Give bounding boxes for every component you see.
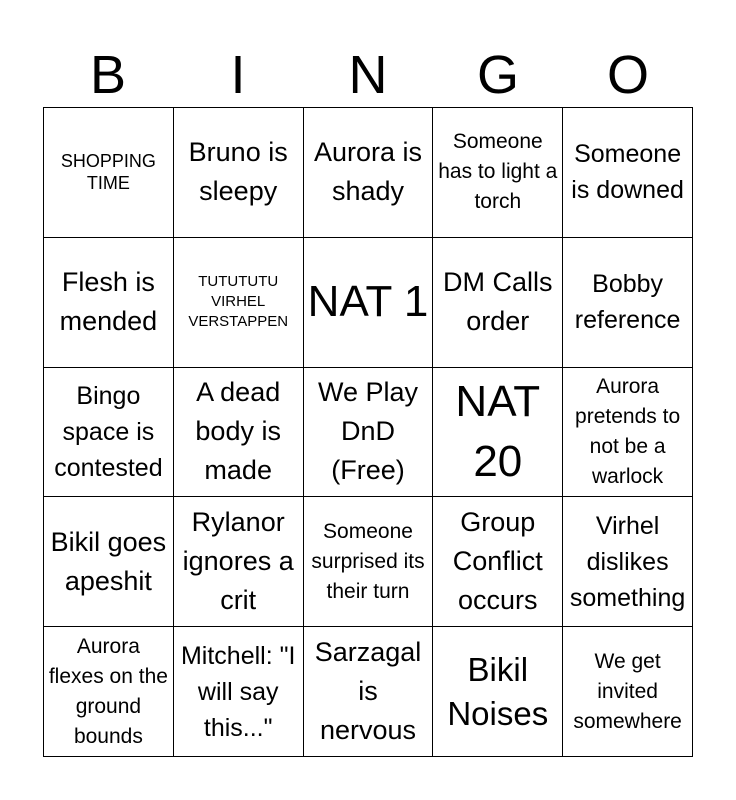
header-letter-b: B [89,45,127,105]
bingo-cell[interactable] [174,497,304,627]
bingo-cell-label: We get invited somewhere [573,649,682,733]
bingo-cell[interactable] [563,368,693,498]
header-letter-o: O [606,45,649,105]
bingo-cell-label: Bikil Noises [447,650,549,732]
bingo-cell[interactable] [304,627,434,757]
bingo-cell-label: SHOPPING TIME [60,151,156,194]
bingo-cell[interactable] [174,108,304,238]
bingo-cell-label: NAT 20 [455,376,541,486]
bingo-cell-label: NAT 1 [307,277,429,327]
bingo-cell-label: Aurora is shady [313,137,423,207]
bingo-cell-label: DM Calls order [443,267,553,337]
bingo-cell-label: Someone surprised its their turn [311,519,425,603]
bingo-cell-label: Someone has to light a torch [438,130,558,214]
bingo-cell[interactable] [44,108,174,238]
bingo-cell[interactable] [44,497,174,627]
bingo-cell[interactable] [563,627,693,757]
bingo-cell[interactable] [304,108,434,238]
bingo-cell[interactable] [44,627,174,757]
bingo-cell-label: Aurora pretends to not be a warlock [575,374,681,488]
bingo-cell-label: Bikil goes apeshit [50,526,167,596]
bingo-cell-label: Mitchell: "I will say this..." [180,641,296,742]
bingo-grid [43,107,693,757]
bingo-cell[interactable] [174,627,304,757]
bingo-cell-label: We Play DnD (Free) [317,377,419,486]
bingo-cell-label: TUTUTUTU VIRHEL VERSTAPPEN [188,273,289,331]
bingo-cell[interactable] [174,238,304,368]
bingo-cell-label: Bruno is sleepy [188,137,288,207]
bingo-cell[interactable] [433,238,563,368]
bingo-cell[interactable] [563,238,693,368]
bingo-cell[interactable] [44,238,174,368]
bingo-cell[interactable] [433,627,563,757]
bingo-cell[interactable] [433,497,563,627]
bingo-cell-label: A dead body is made [195,377,281,486]
bingo-cell[interactable] [304,238,434,368]
bingo-cell[interactable] [304,368,434,498]
bingo-cell-label: Group Conflict occurs [452,507,543,616]
bingo-cell-label: Flesh is mended [59,267,158,337]
bingo-cell[interactable] [433,368,563,498]
header-letter-n: N [348,45,388,105]
bingo-cell-label: Someone is downed [571,140,684,205]
bingo-cell[interactable] [174,368,304,498]
bingo-cell[interactable] [563,108,693,238]
bingo-cell[interactable] [44,368,174,498]
bingo-cell[interactable] [563,497,693,627]
bingo-cell-label: Bingo space is contested [54,381,163,482]
header-letter-i: I [230,45,246,105]
bingo-cell-label: Bobby reference [574,270,681,335]
bingo-header [43,42,693,108]
bingo-cell-label: Virhel dislikes something [569,511,686,612]
bingo-cell-label: Sarzagal is nervous [314,637,422,746]
bingo-cell-label: Rylanor ignores a crit [182,507,294,616]
bingo-cell[interactable] [304,497,434,627]
bingo-cell-label: Aurora flexes on the ground bounds [48,634,168,748]
header-letter-g: G [476,45,519,105]
bingo-cell[interactable] [433,108,563,238]
